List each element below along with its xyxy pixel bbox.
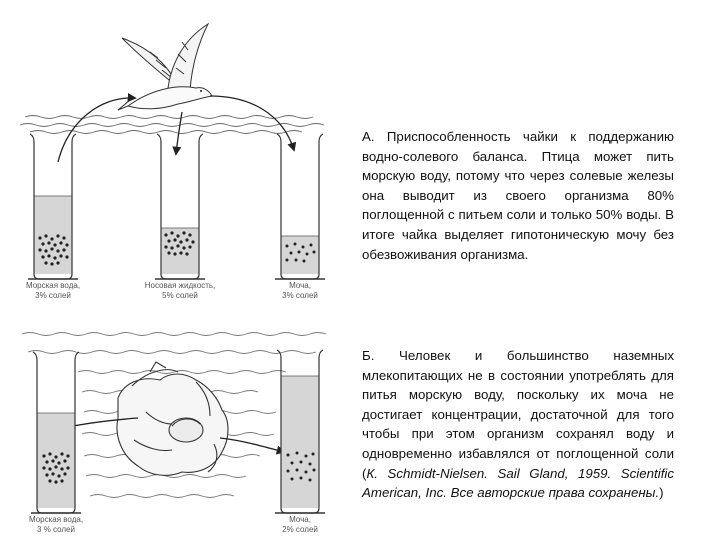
description-a: А. Приспособленность чайки к поддержанию водно-солевого баланса. Птица может пить морскую воду, потому что через солевые железы она выводит из своего организма 80% поглощенной с питьем соли и только 50% воды. В итоге чайка выделяет гипотоническую мочу без обезвоживания организма. [362, 129, 674, 262]
cylinder-seawater [28, 134, 78, 279]
caption-line: Моча, [289, 515, 311, 524]
description-b-main: Б. Человек и большинство наземных млекопитающих не в состоянии употреблять для питья морскую воду, поскольку их моча не достигает концентрации, достаточной для того чтобы при этом организм сохранял воду и одновременно избавлялся от поглощенной соли ( [362, 348, 674, 481]
seagull-icon [118, 24, 212, 110]
flow-arrows-a [58, 96, 294, 162]
description-b [362, 346, 674, 503]
caption-line: 3 % солей [37, 525, 75, 534]
cylinder-urine-gull [275, 134, 325, 279]
caption-nasal-fluid [135, 281, 225, 301]
caption-line: Носовая жидкость, [144, 281, 216, 290]
caption-line: Морская вода, [28, 515, 84, 524]
description-b-end: ) [659, 485, 664, 501]
citation: К. Schmidt-Nielsen. Sail Gland, 1959. Scientific American, Inc. Все авторские права сохранены. [362, 465, 674, 501]
caption-line: 5% солей [162, 291, 198, 300]
caption-line: Моча, [289, 281, 311, 290]
cylinder-nasal-fluid [155, 134, 205, 279]
cylinder-seawater-human [31, 352, 81, 513]
caption-seawater-a [8, 281, 98, 301]
caption-urine-b [255, 515, 345, 535]
sea-waves-top [20, 116, 324, 134]
caption-seawater-b [11, 515, 101, 535]
caption-line: 3% солей [35, 291, 71, 300]
caption-urine-a [255, 281, 345, 301]
cylinder-urine-human [275, 350, 325, 513]
caption-line: 2% солей [282, 525, 318, 534]
caption-line: Морская вода, [25, 281, 81, 290]
caption-line: 3% солей [282, 291, 318, 300]
